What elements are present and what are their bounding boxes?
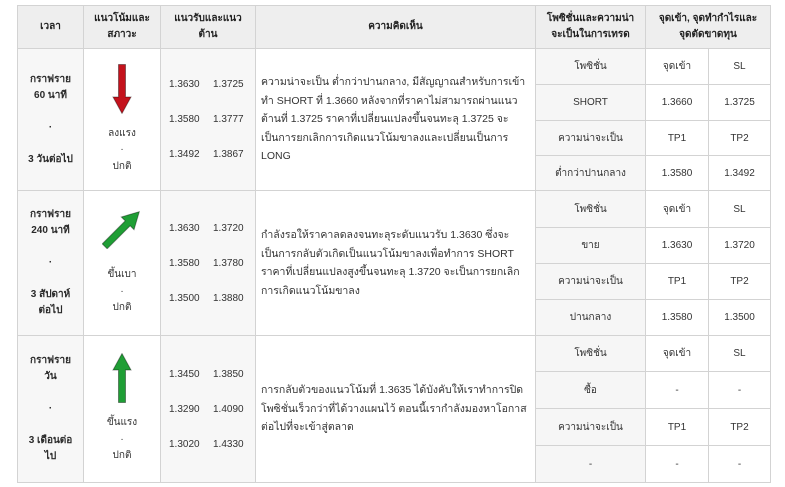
tp2-value-cell: - (709, 446, 771, 483)
support-value: 1.3450 (169, 368, 200, 380)
time-cell (18, 336, 84, 483)
tp2-label-cell: TP2 (709, 264, 771, 300)
sl-value-cell: 1.3725 (709, 85, 771, 121)
horizon-label: 3 เดือนต่อ ไป (28, 435, 73, 462)
level-pair (169, 427, 255, 462)
probability-value-cell: - (536, 446, 646, 483)
resistance-value: 1.3850 (213, 368, 244, 380)
level-pair (169, 137, 255, 172)
trend-cell (84, 191, 161, 336)
horizon-label: 3 วันต่อไป (28, 153, 73, 165)
support-resistance-cell (161, 49, 256, 191)
tp2-value-cell: 1.3492 (709, 156, 771, 191)
support-value: 1.3630 (169, 222, 200, 234)
tp1-label-cell: TP1 (646, 121, 709, 156)
resistance-value: 1.4330 (213, 438, 244, 450)
position-value-cell: ซื้อ (536, 372, 646, 409)
table-row (18, 191, 771, 228)
table-row (18, 336, 771, 372)
level-pair (169, 281, 255, 316)
trend-strength: ขึ้นเบา (107, 269, 137, 281)
tp2-label-cell: TP2 (709, 409, 771, 446)
position-label-cell: โพซิชั่น (536, 336, 646, 372)
header-row (18, 6, 771, 49)
forecast-table (17, 5, 771, 483)
comment-cell: การกลับตัวของแนวโน้มที่ 1.3635 ได้บังคับให้เราทำการปิดโพซิชั่นเร็วกว่าที่ได้วางแผนไว้ ตอนนี้เรากำลังมองหาโอกาสต่อไปที่จะเข้าสู่ตลาด (256, 336, 536, 483)
sl-label-cell: SL (709, 336, 771, 372)
horizon-label: 3 สัปดาห์ ต่อไป (30, 289, 71, 316)
support-resistance-cell (161, 191, 256, 336)
trend-separator: · (120, 433, 124, 445)
header-position: โพซิชั่นและความน่า จะเป็นในการเทรด (536, 6, 646, 49)
support-value: 1.3580 (169, 257, 200, 269)
sl-label-cell: SL (709, 49, 771, 85)
timeframe-label: กราฟราย 240 นาที (30, 209, 71, 236)
position-label-cell: โพซิชั่น (536, 49, 646, 85)
resistance-value: 1.3867 (213, 149, 244, 160)
position-value-cell: ขาย (536, 228, 646, 264)
resistance-value: 1.4090 (213, 403, 244, 415)
resistance-value: 1.3880 (213, 292, 244, 304)
trend-cell (84, 49, 161, 191)
probability-value-cell: ปานกลาง (536, 300, 646, 336)
resistance-value: 1.3780 (213, 257, 244, 269)
support-value: 1.3290 (169, 403, 200, 415)
header-support-resistance: แนวรับและแนว ต้าน (161, 6, 256, 49)
level-pair (169, 246, 255, 281)
tp1-value-cell: 1.3580 (646, 300, 709, 336)
support-value: 1.3630 (169, 79, 200, 90)
table-row (18, 49, 771, 85)
probability-value-cell: ต่ำกว่าปานกลาง (536, 156, 646, 191)
tp1-label-cell: TP1 (646, 264, 709, 300)
header-trend: แนวโน้มและ สภาวะ (84, 6, 161, 49)
trend-strength: ขึ้นแรง (106, 417, 138, 429)
resistance-value: 1.3777 (213, 114, 244, 125)
position-value-cell: SHORT (536, 85, 646, 121)
level-pair (169, 67, 255, 102)
sl-value-cell: 1.3720 (709, 228, 771, 264)
trend-separator: · (120, 285, 124, 297)
timeframe-label: กราฟราย วัน (30, 355, 71, 382)
position-label-cell: โพซิชั่น (536, 191, 646, 228)
trend-condition: ปกติ (112, 450, 132, 462)
sl-value-cell: - (709, 372, 771, 409)
resistance-value: 1.3720 (213, 222, 244, 234)
arrow-up-right-icon (102, 209, 142, 249)
header-comment: ความคิดเห็น (256, 6, 536, 49)
level-pair (169, 102, 255, 137)
level-pair (169, 357, 255, 392)
trend-separator: · (120, 144, 124, 156)
entry-value-cell: 1.3630 (646, 228, 709, 264)
entry-value-cell: - (646, 372, 709, 409)
level-pair (169, 211, 255, 246)
header-entry-targets: จุดเข้า, จุดทำกำไรและ จุดตัดขาดทุน (646, 6, 771, 49)
support-value: 1.3580 (169, 114, 200, 125)
tp1-value-cell: 1.3580 (646, 156, 709, 191)
arrow-up-icon (110, 353, 134, 403)
trend-condition: ปกติ (112, 302, 132, 314)
resistance-value: 1.3725 (213, 79, 244, 90)
entry-label-cell: จุดเข้า (646, 191, 709, 228)
tp1-label-cell: TP1 (646, 409, 709, 446)
probability-label-cell: ความน่าจะเป็น (536, 409, 646, 446)
time-separator: · (48, 257, 53, 268)
time-separator: · (48, 121, 53, 133)
tp1-value-cell: - (646, 446, 709, 483)
level-pair (169, 392, 255, 427)
time-separator: · (48, 403, 53, 414)
probability-label-cell: ความน่าจะเป็น (536, 121, 646, 156)
trend-cell (84, 336, 161, 483)
tp2-label-cell: TP2 (709, 121, 771, 156)
entry-label-cell: จุดเข้า (646, 49, 709, 85)
time-cell (18, 191, 84, 336)
support-value: 1.3500 (169, 292, 200, 304)
comment-cell: ความน่าจะเป็น ต่ำกว่าปานกลาง, มีสัญญาณสำหรับการเข้าทำ SHORT ที่ 1.3660 หลังจากที่ราคาไม่สามารถผ่านแนวต้านที่ 1.3725 ราคาที่เปลี่ยนแปลงขึ้นจนทะลุ 1.3725 จะเป็นการยกเลิกการเกิดแนวโน้มขาลงและเปลี่ยนเป็นการ LONG (256, 49, 536, 191)
arrow-down-icon (110, 64, 134, 114)
probability-label-cell: ความน่าจะเป็น (536, 264, 646, 300)
support-value: 1.3020 (169, 438, 200, 450)
tp2-value-cell: 1.3500 (709, 300, 771, 336)
support-value: 1.3492 (169, 149, 200, 160)
comment-cell: กำลังรอให้ราคาลดลงจนทะลุระดับแนวรับ 1.3630 ซึ่งจะเป็นการกลับตัวเกิดเป็นแนวโน้มขาลงเพื่อทำการ SHORT ราคาที่เปลี่ยนแปลงสูงขึ้นจนทะลุ 1.3720 จะเป็นการยกเลิกการเกิดแนวโน้มขาลง (256, 191, 536, 336)
timeframe-label: กราฟราย 60 นาที (30, 73, 71, 101)
entry-value-cell: 1.3660 (646, 85, 709, 121)
trend-condition: ปกติ (112, 160, 132, 172)
time-cell (18, 49, 84, 191)
header-time: เวลา (18, 6, 84, 49)
support-resistance-cell (161, 336, 256, 483)
entry-label-cell: จุดเข้า (646, 336, 709, 372)
sl-label-cell: SL (709, 191, 771, 228)
trend-strength: ลงแรง (108, 127, 136, 139)
